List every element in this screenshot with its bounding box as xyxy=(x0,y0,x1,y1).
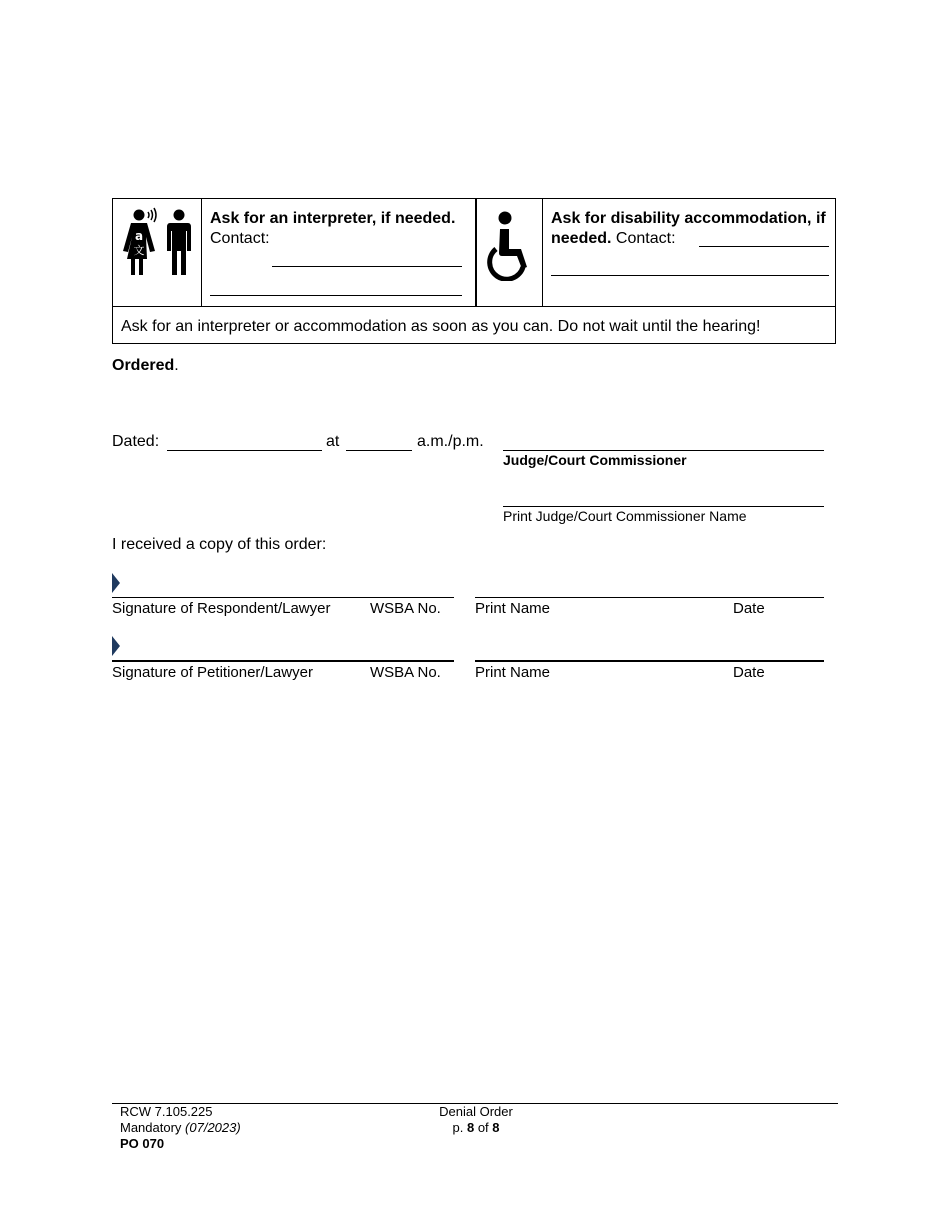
time-field[interactable] xyxy=(346,450,412,451)
footer-rcw: RCW 7.105.225 xyxy=(120,1104,213,1119)
judge-signature-line[interactable] xyxy=(503,450,824,451)
petitioner-print-name-line[interactable] xyxy=(475,660,824,662)
ampm-label: a.m./p.m. xyxy=(417,433,484,450)
wheelchair-icon xyxy=(485,209,535,281)
petitioner-signature-line[interactable] xyxy=(112,660,454,662)
footer-page-prefix: p. xyxy=(452,1120,464,1135)
disability-contact-line-1[interactable] xyxy=(699,246,829,247)
judge-label: Judge/Court Commissioner xyxy=(503,452,687,468)
print-judge-label: Print Judge/Court Commissioner Name xyxy=(503,508,747,524)
ordered-line xyxy=(112,356,179,376)
disability-text xyxy=(551,209,833,249)
footer-form-code: PO 070 xyxy=(120,1136,165,1151)
interpreter-contact-label: Contact: xyxy=(210,230,270,247)
svg-text:a: a xyxy=(134,229,144,243)
footer-left xyxy=(120,1104,241,1152)
ordered-label: Ordered xyxy=(112,357,175,374)
petitioner-date-label: Date xyxy=(733,664,765,681)
svg-text:文: 文 xyxy=(133,244,145,257)
respondent-signature-line[interactable] xyxy=(112,597,454,598)
respondent-print-name-line[interactable] xyxy=(475,597,824,598)
access-notice-box xyxy=(112,198,836,344)
footer-page-current: 8 xyxy=(466,1120,475,1135)
disability-contact-line-2[interactable] xyxy=(551,275,829,276)
respondent-signature-label: Signature of Respondent/Lawyer xyxy=(112,600,331,617)
petitioner-wsba-label: WSBA No. xyxy=(370,664,441,681)
receipt-heading: I received a copy of this order: xyxy=(112,536,327,553)
petitioner-print-name-label: Print Name xyxy=(475,664,551,681)
interpreter-heading: Ask for an interpreter, if needed. xyxy=(210,210,456,227)
footer-page-number xyxy=(436,1120,516,1136)
interpreter-contact-line-1[interactable] xyxy=(272,266,462,267)
footer-page-of: of xyxy=(477,1120,489,1135)
respondent-print-name-label: Print Name xyxy=(475,600,551,617)
access-notice-text: Ask for an interpreter or accommodation as soon as you can. Do not wait until the hearing! xyxy=(121,318,761,335)
footer-mandatory xyxy=(120,1120,241,1136)
petitioner-signature-label: Signature of Petitioner/Lawyer xyxy=(112,664,313,681)
footer-page-total: 8 xyxy=(492,1120,500,1135)
dated-field[interactable] xyxy=(167,450,322,451)
disability-heading: Ask for disability accommodation, if needed. xyxy=(551,210,826,247)
at-label: at xyxy=(326,433,340,450)
footer-center xyxy=(436,1104,516,1136)
ordered-period: . xyxy=(174,357,179,374)
print-judge-line[interactable] xyxy=(503,506,824,507)
respondent-date-label: Date xyxy=(733,600,765,617)
footer-mandatory-label: Mandatory xyxy=(120,1120,182,1135)
signature-marker-icon xyxy=(112,636,120,656)
signature-marker-icon xyxy=(112,573,120,593)
respondent-wsba-label: WSBA No. xyxy=(370,600,441,617)
interpreter-text xyxy=(210,209,470,249)
interpreter-people-icon xyxy=(119,207,199,279)
disability-contact-label: Contact: xyxy=(615,230,676,247)
interpreter-contact-line-2[interactable] xyxy=(210,295,462,296)
dated-label: Dated: xyxy=(112,433,160,450)
footer-mandatory-date: (07/2023) xyxy=(185,1120,241,1135)
footer-form-title: Denial Order xyxy=(439,1104,513,1119)
